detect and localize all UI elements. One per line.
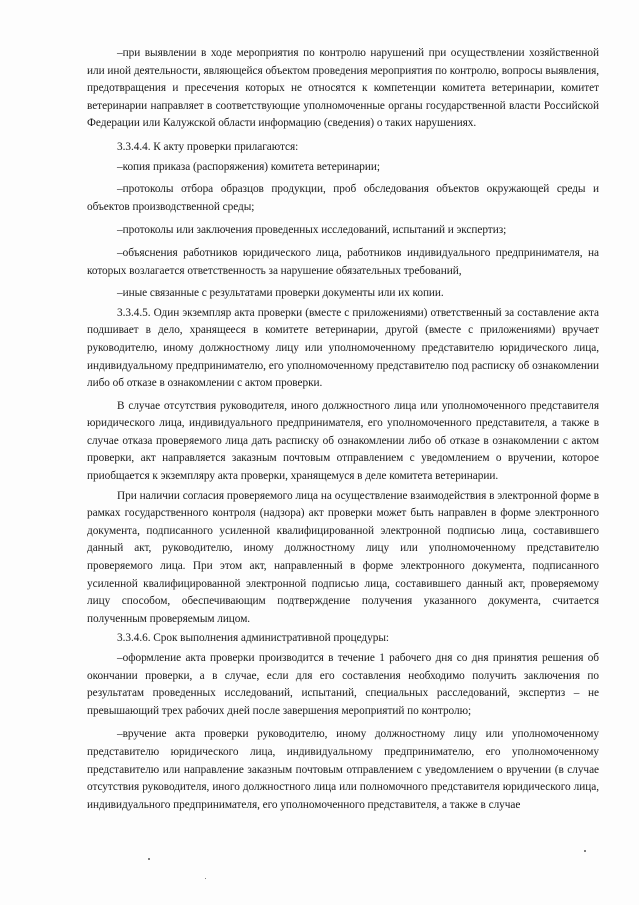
list-item-explanations: –объяснения работников юридического лица, работников индивидуального предпринимателя, на которых возлагается ответственность за нарушение обязательных требований, [87, 246, 599, 277]
paragraph-electronic-form: При наличии согласия проверяемого лица на осуществление взаимодействия в электронной форме в рамках государственного контроля (надзора) акт проверки может быть направлен в форме электронного документа, подписанного усиленной квалифицированной электронной подписью лица, составившего данный акт, руководителю, иному должностному лицу или уполномоченному представителю проверяемого лица. При этом акт, направленный в форме электронного документа, подписанного усиленной квалифицированной электронной подписью лица, составившего данный акт, проверяемому лицу способом, обеспечивающим подтверждение получения указанного документа, считается полученным проверяемым лицом. [87, 489, 599, 625]
list-item-research-protocols: –протоколы или заключения проведенных исследований, испытаний и экспертиз; [117, 224, 507, 237]
paragraph-procedure-term-heading: 3.3.4.6. Срок выполнения административной процедуры: [117, 632, 389, 645]
paragraph-act-copy-handling: 3.3.4.5. Один экземпляр акта проверки (вместе с приложениями) ответственный за составление акта подшивает в дело, хранящееся в комитете ветеринарии, другой (вместе с приложениями) вручает руководителю, иному должностному лицу или уполномоченному представителю юридического лица, индивидуальному предпринимателю, его уполномоченному представителю под расписку об ознакомлении либо об отказе в ознакомлении с актом проверки. [87, 306, 599, 390]
list-item-other-documents: –иные связанные с результатами проверки документы или их копии. [117, 287, 444, 300]
paragraph-violations-notice: –при выявлении в ходе мероприятия по контролю нарушений при осуществлении хозяйственной или иной деятельности, являющейся объектом проведения мероприятия по контролю, вопросы выявления, предотвращения и пресечения которых не относятся к компетенции комитета ветеринарии, комитет ветеринарии направляет в соответствующие уполномоченные органы государственной власти Российской Федерации или Калужской области информацию (сведения) о таких нарушениях. [87, 47, 599, 130]
paragraph-attachments-heading: 3.3.4.4. К акту проверки прилагаются: [117, 140, 299, 153]
scan-speck [584, 850, 586, 852]
list-item-act-delivery-term: –вручение акта проверки руководителю, иному должностному лицу или уполномоченному представителю юридического лица, индивидуальному предпринимателю, его уполномоченному представителю или направление заказным почтовым отправлением с уведомлением о вручении (в случае отсутствия руководителя, иного должностного лица или полномочного представителя юридического лица, индивидуального предпринимателя, его уполномоченного представителя, а также в случае [87, 728, 599, 811]
paragraph-absence-of-representative: В случае отсутствия руководителя, иного должностного лица или уполномоченного представителя юридического лица, индивидуального предпринимателя, его уполномоченного представителя, а также в случае отказа проверяемого лица дать расписку об ознакомлении либо об отказе в ознакомлении с актом проверки, акт направляется заказным почтовым отправлением с уведомлением о вручении, которое приобщается к экземпляру акта проверки, хранящемуся в деле комитета ветеринарии. [87, 399, 599, 483]
scan-speck [148, 858, 150, 860]
list-item-order-copy: –копия приказа (распоряжения) комитета ветеринарии; [117, 160, 380, 173]
list-item-sampling-protocols: –протоколы отбора образцов продукции, проб обследования объектов окружающей среды и объектов производственной среды; [87, 183, 599, 213]
list-item-act-preparation-term: –оформление акта проверки производится в течение 1 рабочего дня со дня принятия решения об окончании проверки, а в случае, если для его составления необходимо получить заключения по результатам проведенных исследований, испытаний, специальных расследований, экспертиз – не превышающий трех рабочих дней после завершения мероприятий по контролю; [87, 652, 599, 717]
document-body [87, 45, 599, 814]
scan-speck [205, 878, 206, 879]
